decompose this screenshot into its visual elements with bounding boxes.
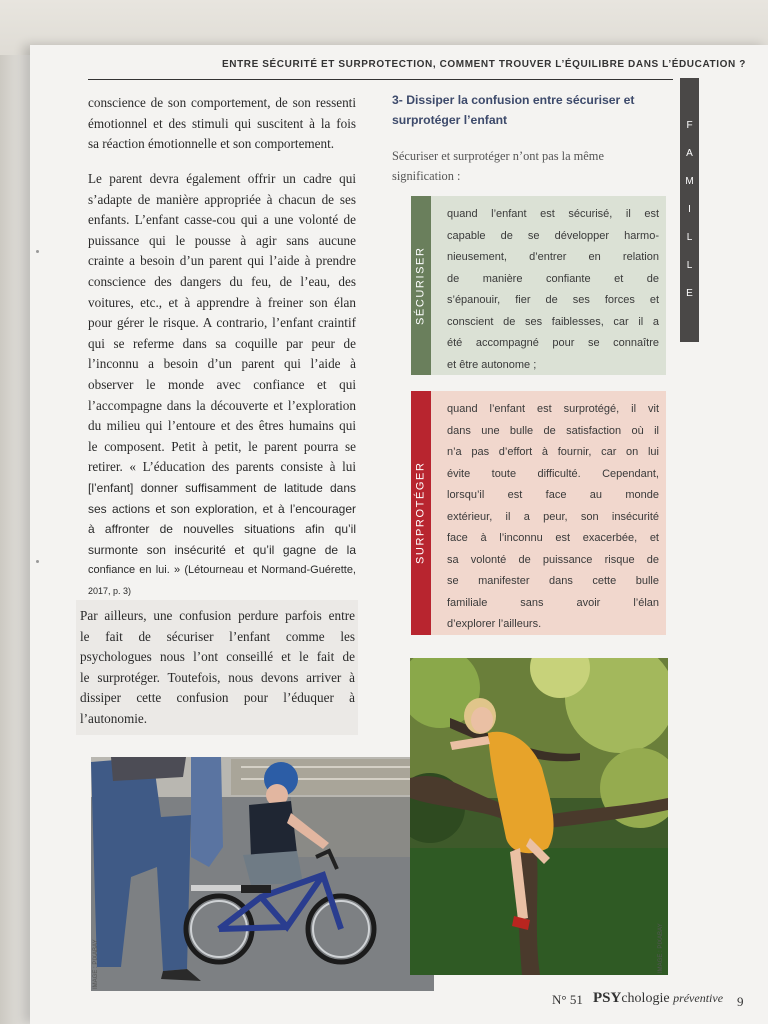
photo-child-bicycle — [91, 757, 434, 991]
quote-line: [l’enfant] donner suffisamment de latitude dans — [88, 480, 356, 495]
tab-letter: E — [686, 288, 693, 299]
section-tab-famille — [680, 78, 699, 342]
text-line: se manifester dans cette bulle — [447, 575, 659, 587]
binding-staple — [36, 560, 39, 563]
text-line: lorsqu’il est face au monde — [447, 489, 659, 501]
tab-letter: F — [686, 120, 693, 131]
quote-line: surmonte son insécurité et qu’il gagne de la — [88, 542, 356, 557]
text-line: n’a pas d’effort à fournir, car on lui — [447, 446, 659, 458]
surproteger-label-tab — [411, 391, 431, 635]
text-line: qui se referme dans sa coquille par peur de — [88, 335, 356, 351]
text-line: du milieu qui l’entoure et des êtres humains qui — [88, 418, 356, 434]
running-head: ENTRE SÉCURITÉ ET SURPROTECTION, COMMENT TROUVER L’ÉQUILIBRE DANS L’ÉDUCATION ? — [222, 59, 746, 70]
text-line: Le parent devra également offrir un cadre qui — [88, 171, 356, 186]
text-line: le surprotéger. Toutefois, nous devons arriver à — [80, 669, 355, 685]
text-line: s’épanouir, fier de ses forces et — [447, 294, 659, 306]
citation-line: 2017, p. 3) — [88, 585, 132, 596]
text-line: retirer. « L’éducation des parents consiste à lui — [88, 459, 356, 475]
text-line: s’adapte de manière appropriée à chacun de ses — [88, 191, 356, 207]
text-line: dans une bulle de satisfaction où il — [447, 424, 659, 437]
photo-girl-in-tree — [410, 658, 668, 975]
logo-tail: préventive — [673, 991, 724, 1005]
text-line: sa volonté de puissance risque de — [447, 553, 659, 566]
binding-staple — [36, 250, 39, 253]
text-line: quand l’enfant est surprotégé, il vit — [447, 403, 659, 415]
previous-page-edge — [0, 55, 32, 1024]
paragraph-2 — [88, 169, 356, 601]
header-rule — [88, 79, 673, 80]
paragraph-3 — [80, 606, 355, 730]
text-line: enfants. L’enfant casse-cou qui a une volonté de — [88, 212, 356, 228]
text-line: Par ailleurs, une confusion perdure parfois entre — [80, 608, 355, 623]
text-line: crainte a besoin d’un parent qui l’aide à prendre — [88, 253, 356, 269]
photo-credit: IMAGE : PIXABAY — [93, 939, 99, 989]
text-line: émotionnel et des stimuli qui suscitent à la fois — [88, 115, 356, 131]
text-line: psychologues nous l’ont conseillé et le fait de — [80, 649, 355, 665]
text-line: été accompagné pour se connaître — [447, 337, 659, 349]
text-line: familiale sans avoir l’élan — [447, 596, 659, 609]
text-line: l’inconnu a besoin d’un parent qui l’aide à — [88, 356, 356, 372]
tree-photo-illustration — [410, 658, 668, 975]
logo-middle: chologie — [621, 991, 670, 1006]
tab-letter: L — [686, 260, 693, 271]
securiser-box — [411, 196, 666, 375]
logo-prefix: PSY — [593, 990, 622, 1006]
text-line: le composent. Petit à petit, le parent pourra se — [88, 438, 356, 454]
text-line: dissiper cette confusion pour l’éduquer à — [80, 690, 355, 706]
securiser-text — [447, 204, 659, 376]
text-line: l’autonomie. — [80, 710, 148, 726]
tab-letter: A — [686, 148, 693, 159]
bicycle-photo-illustration — [91, 757, 434, 991]
quote-line: confiance en lui. » (Létourneau et Normand-Guérette, — [88, 564, 356, 577]
text-line: conscience de son comportement, de son ressenti — [88, 95, 356, 110]
page-number: 9 — [737, 994, 744, 1009]
surproteger-label: SURPROTÉGER — [414, 461, 427, 565]
surproteger-text — [447, 399, 659, 636]
issue-number: N° 51 — [552, 992, 583, 1007]
text-line: face à l’inconnu est exacerbée, et — [447, 532, 659, 544]
text-line: conscient de ses faiblesses, car il a — [447, 315, 659, 328]
text-line: sa réaction émotionnelle et son comportement. — [88, 136, 335, 152]
securiser-label-tab — [411, 196, 431, 375]
quote-line: à affronter de nouvelles situations afin qu’il — [88, 522, 356, 537]
text-line: et être autonome ; — [447, 358, 537, 371]
tab-letter: L — [686, 232, 693, 243]
tab-letter: M — [685, 176, 694, 187]
text-line: conscience des dangers du feu, de l’eau, des — [88, 273, 356, 289]
text-line: puissance qui le pousse à agir sans aucune — [88, 232, 356, 248]
magazine-logo — [593, 990, 723, 1007]
text-line: le fait de sécuriser l’enfant comme les — [80, 628, 355, 644]
text-line: observer le monde avec confiance et qui — [88, 376, 356, 392]
text-line: pour gérer le risque. A contrario, l’enfant craintif — [88, 315, 356, 331]
section-heading: 3- Dissiper la confusion entre sécuriser et surprotéger l’enfant — [392, 93, 635, 127]
text-line: extérieur, il a peur, son insécurité — [447, 510, 659, 523]
text-line: d’explorer l’ailleurs. — [447, 618, 542, 630]
surproteger-box — [411, 391, 666, 635]
paragraph-1 — [88, 93, 356, 155]
text-line: voitures, etc., et à apprendre à freiner son élan — [88, 294, 356, 310]
tab-letter: I — [688, 204, 691, 215]
text-line: capable de se développer harmo- — [447, 229, 659, 242]
text-line: nieusement, d’entrer en relation — [447, 251, 659, 263]
text-line: quand l’enfant est sécurisé, il est — [447, 208, 659, 220]
text-line: de manière confiante et de — [447, 272, 659, 285]
photo-credit: IMAGE : PIXABAY — [658, 923, 664, 973]
quote-line: ses actions et son exploration, et à l’encourager — [88, 501, 356, 516]
securiser-label: SÉCURISER — [414, 246, 427, 325]
intro-text: Sécuriser et surprotéger n’ont pas la même signification : — [392, 149, 604, 183]
text-line: l’accompagne dans la découverte et l’exploration — [88, 397, 356, 413]
text-line: évite toute difficulté. Cependant, — [447, 467, 659, 480]
